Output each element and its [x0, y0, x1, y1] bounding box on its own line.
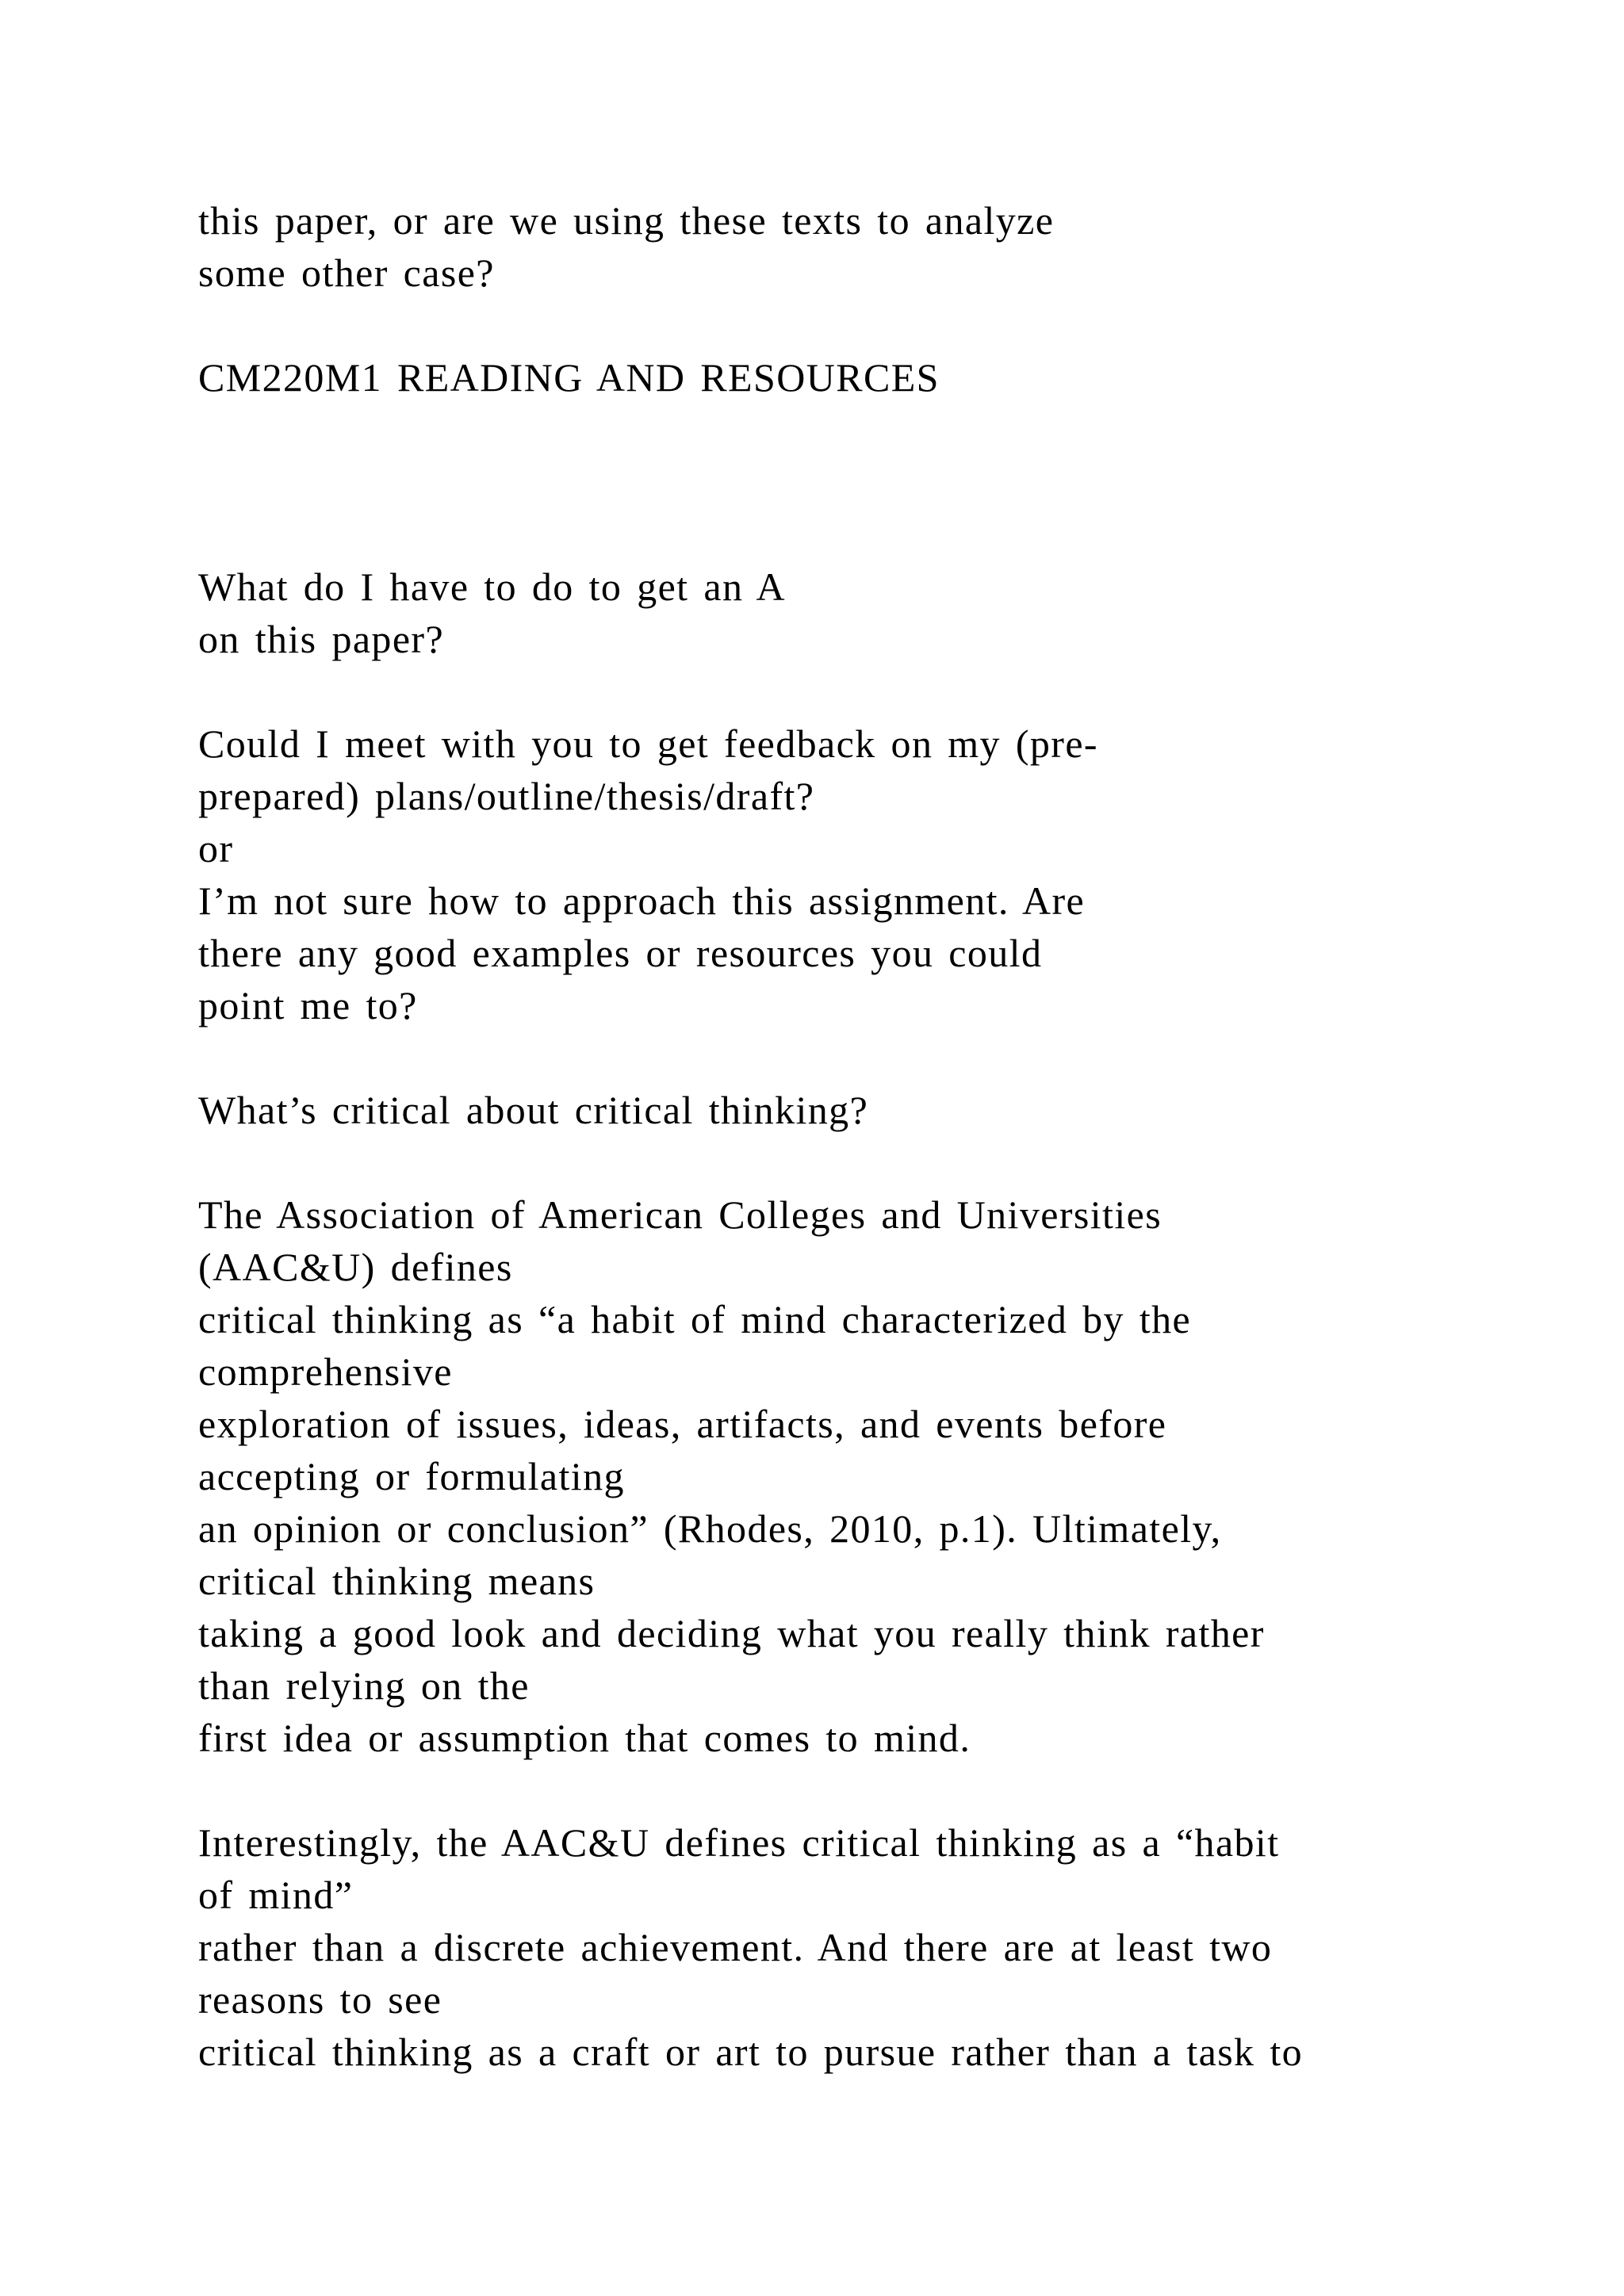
- spacer: [198, 404, 1546, 561]
- spacer: [198, 299, 1546, 351]
- spacer: [198, 1136, 1546, 1188]
- paragraph-line: first idea or assumption that comes to mind.: [198, 1716, 971, 1760]
- paragraph-line: rather than a discrete achievement. And there are at least two: [198, 1925, 1273, 1969]
- document-body: [198, 194, 1546, 2078]
- question-line: on this paper?: [198, 617, 445, 661]
- question-line: Could I meet with you to get feedback on my (pre-: [198, 721, 1098, 766]
- paragraph-line: of mind”: [198, 1873, 354, 1917]
- section-title: What’s critical about critical thinking?: [198, 1088, 869, 1132]
- paragraph-line: critical thinking means: [198, 1559, 596, 1603]
- spacer: [198, 665, 1546, 718]
- question-line: I’m not sure how to approach this assignment. Are: [198, 878, 1086, 923]
- question-line: point me to?: [198, 983, 418, 1027]
- paragraph-line: an opinion or conclusion” (Rhodes, 2010, p.1). Ultimately,: [198, 1506, 1222, 1551]
- paragraph-line: taking a good look and deciding what you really think rather: [198, 1611, 1265, 1655]
- intro-line: some other case?: [198, 251, 495, 295]
- spacer: [198, 1764, 1546, 1816]
- question-line: prepared) plans/outline/thesis/draft?: [198, 774, 815, 818]
- paragraph-line: The Association of American Colleges and Universities: [198, 1192, 1162, 1237]
- paragraph-line: exploration of issues, ideas, artifacts, and events before: [198, 1402, 1167, 1446]
- question-line: What do I have to do to get an A: [198, 564, 787, 609]
- paragraph-line: (AAC&U) defines: [198, 1245, 513, 1289]
- paragraph-line: comprehensive: [198, 1349, 453, 1394]
- paragraph-line: accepting or formulating: [198, 1454, 625, 1498]
- spacer: [198, 1031, 1546, 1084]
- section-heading: CM220M1 READING AND RESOURCES: [198, 355, 940, 400]
- paragraph-line: critical thinking as “a habit of mind characterized by the: [198, 1297, 1192, 1341]
- intro-line: this paper, or are we using these texts to analyze: [198, 198, 1055, 243]
- question-line: there any good examples or resources you could: [198, 931, 1043, 975]
- paragraph-line: Interestingly, the AAC&U defines critical thinking as a “habit: [198, 1820, 1280, 1865]
- paragraph-line: than relying on the: [198, 1663, 530, 1708]
- question-line: or: [198, 826, 234, 871]
- paragraph-line: critical thinking as a craft or art to pursue rather than a task to: [198, 2030, 1304, 2074]
- paragraph-line: reasons to see: [198, 1977, 442, 2022]
